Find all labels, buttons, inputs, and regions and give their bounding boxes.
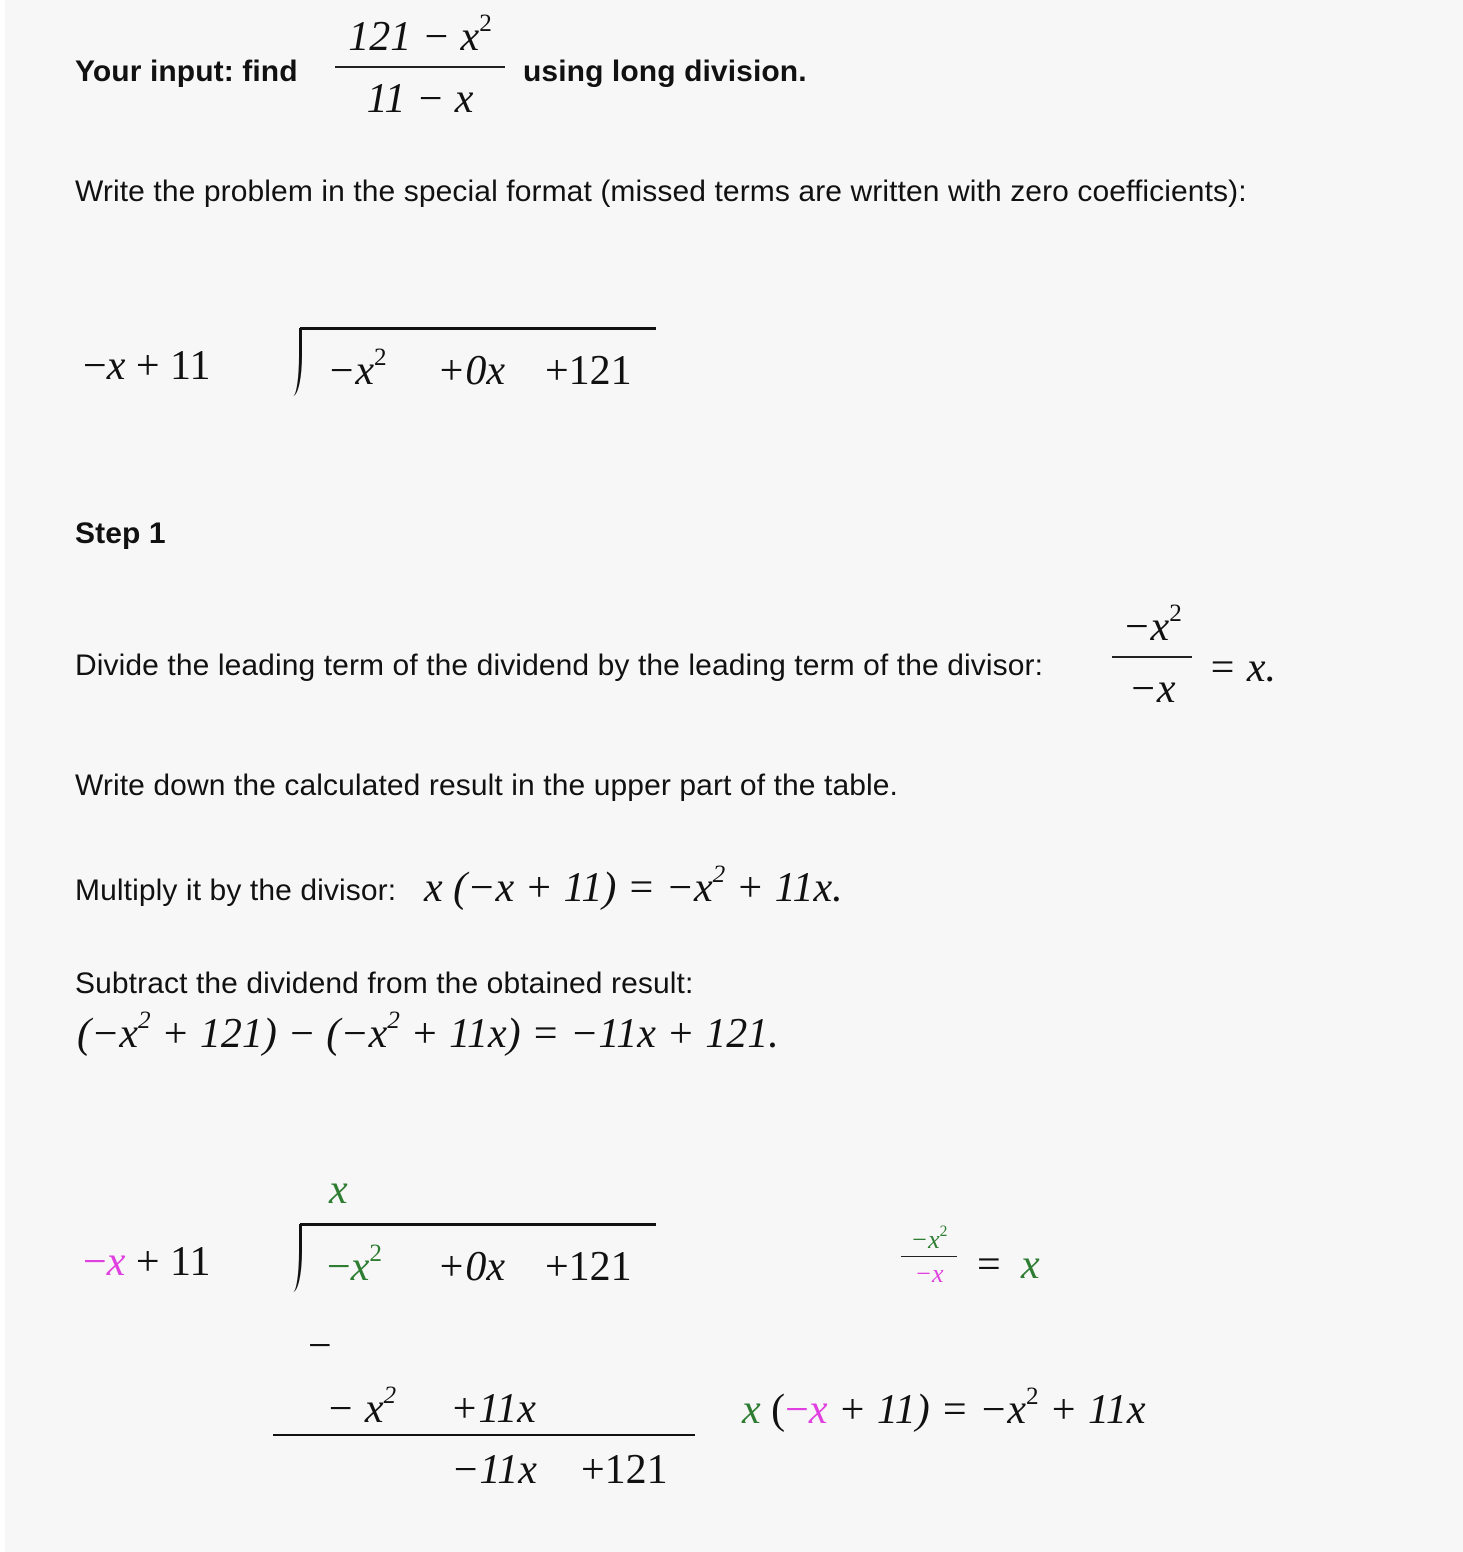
- page: [5, 0, 1463, 1552]
- subtract-text: Subtract the dividend from the obtained result:: [75, 967, 694, 1000]
- side-numerator: $-x^2$: [910, 1223, 948, 1254]
- setup-dividend-term-3: +121: [545, 348, 632, 394]
- setup-dividend-term-2: +0x: [437, 348, 505, 394]
- table-subtraction-line: [273, 1434, 695, 1436]
- header-denominator: 11 − x: [366, 76, 474, 122]
- divide-result: = x.: [1208, 645, 1276, 691]
- table-subtrahend-term-2: +11x: [450, 1386, 536, 1432]
- side-fraction: [901, 1223, 957, 1288]
- fraction-bar: [901, 1256, 957, 1257]
- divide-denominator: −x: [1128, 666, 1176, 712]
- write-text: Write down the calculated result in the upper part of the table.: [75, 769, 898, 802]
- table-quotient: x: [329, 1167, 348, 1213]
- table-division-bar: [300, 1223, 656, 1226]
- side-equals: =: [977, 1242, 1001, 1288]
- fraction-bar: [335, 66, 505, 68]
- table-remainder-term-1: −11x: [451, 1447, 537, 1493]
- divide-fraction: [1112, 600, 1192, 712]
- header-numerator: $121 - x^2$: [348, 10, 492, 60]
- table-dividend-term-1: $-x^2$: [327, 1240, 382, 1290]
- multiply-text: Multiply it by the divisor:: [75, 874, 397, 907]
- intro-text: Write the problem in the special format (missed terms are written with zero coefficients):: [75, 175, 1247, 208]
- step-heading: Step 1: [75, 517, 166, 550]
- multiply-math: x $(-x + 11) = -x^2 + 11x$.: [424, 861, 843, 911]
- header-fraction: [335, 10, 505, 122]
- divide-text: Divide the leading term of the dividend by the leading term of the divisor:: [75, 649, 1044, 682]
- fraction-bar: [1112, 656, 1192, 658]
- setup-division-bar: [300, 327, 656, 330]
- setup-divisor: −x + 11: [83, 343, 211, 389]
- table-dividend-term-3: +121: [545, 1244, 632, 1290]
- subtract-math: $(-x^2 + 121) - (-x^2 + 11x) = -11x + 121$.: [77, 1007, 779, 1057]
- table-subtrahend-term-1: − $x^2$: [326, 1382, 397, 1432]
- header-prefix: Your input: find: [75, 55, 298, 88]
- side-denominator: −x: [914, 1259, 944, 1288]
- table-minus-sign: −: [308, 1323, 332, 1369]
- table-dividend-term-2: +0x: [437, 1244, 505, 1290]
- setup-dividend-term-1: $-x^2$: [327, 344, 387, 394]
- side-result: x: [1021, 1242, 1040, 1288]
- table-division-bracket: [287, 1224, 302, 1292]
- table-divisor: −x + 11: [83, 1239, 211, 1285]
- side-multiply: x $(-x + 11) = -x^2 + 11x$: [742, 1383, 1146, 1433]
- table-remainder-term-2: +121: [581, 1447, 668, 1493]
- divide-numerator: $-x^2$: [1122, 600, 1182, 650]
- header-suffix: using long division.: [523, 55, 807, 88]
- setup-division-bracket: [287, 328, 302, 396]
